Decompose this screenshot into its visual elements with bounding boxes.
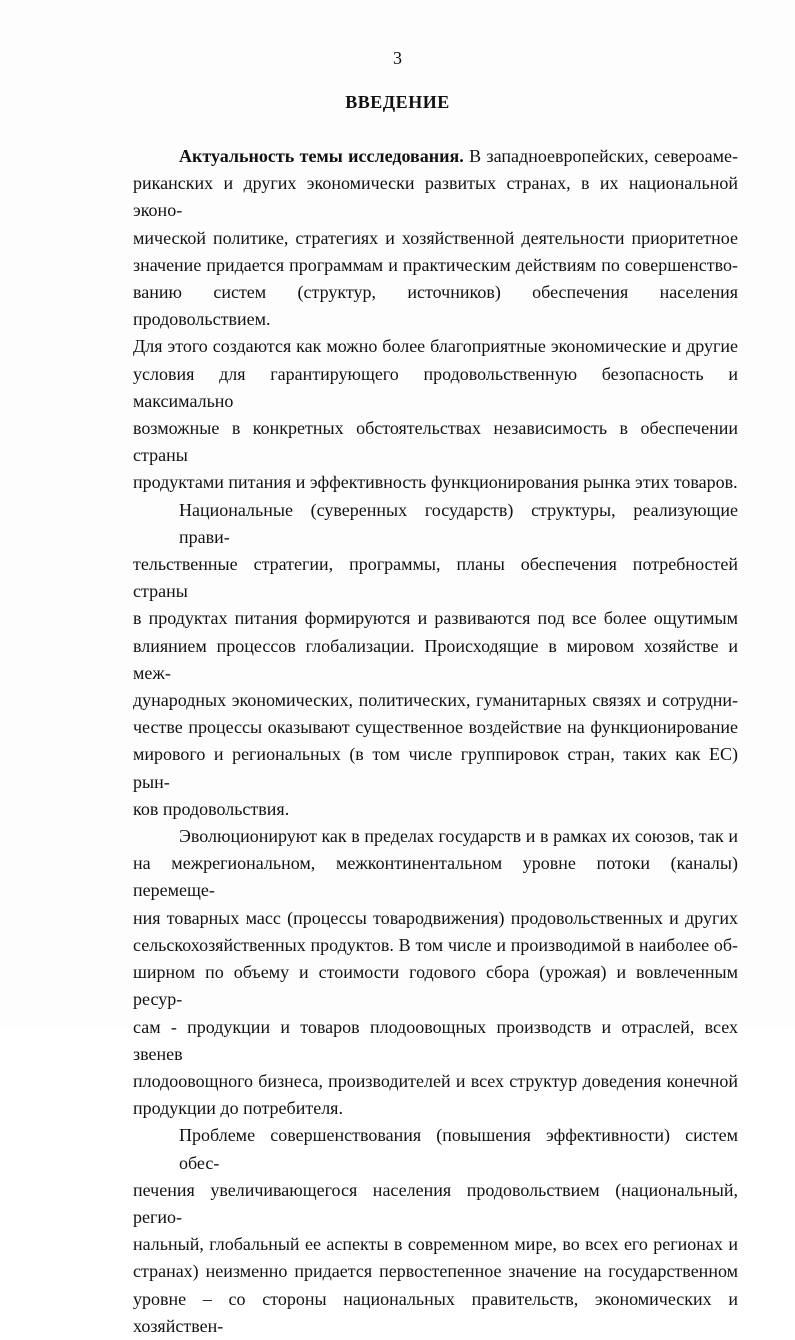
paragraph-line: сельскохозяйственных продуктов. В том числе и производимой в наиболее об- — [133, 934, 738, 955]
paragraph-1 — [133, 143, 738, 497]
body-text — [133, 143, 738, 1340]
paragraph-line: ния товарных масс (процессы товародвижения) продовольственных и других — [133, 907, 738, 928]
paragraph-line: нальный, глобальный ее аспекты в современном мире, во всех его регионах и — [133, 1234, 738, 1255]
paragraph-line: мирового и региональных (в том числе группировок стран, таких как ЕС) рын- — [133, 744, 738, 792]
paragraph-line: Национальные (суверенных государств) структуры, реализующие прави- — [179, 499, 738, 547]
page-number: 3 — [393, 48, 402, 68]
paragraph-line: Проблеме совершенствования (повышения эффективности) систем обес- — [179, 1125, 738, 1173]
page-heading: ВВЕДЕНИЕ — [345, 92, 450, 112]
paragraph-2 — [133, 497, 738, 823]
paragraph-line: мической политике, стратегиях и хозяйственной деятельности приоритетное — [133, 227, 738, 248]
paragraph-line: дународных экономических, политических, гуманитарных связях и сотрудни- — [133, 690, 738, 711]
paragraph-line: странах) неизменно придается первостепенное значение на государственном — [133, 1261, 738, 1282]
paragraph-line: Актуальность темы исследования. В западноевропейских, североаме- — [179, 146, 739, 166]
lead-phrase: Актуальность темы исследования. — [179, 146, 464, 166]
paragraph-line: плодоовощного бизнеса, производителей и всех структур доведения конечной — [133, 1070, 738, 1091]
paragraph-line: уровне – со стороны национальных правительств, экономических и хозяйствен- — [133, 1288, 738, 1336]
paragraph-line: на межрегиональном, межконтинентальном уровне потоки (каналы) перемеще- — [133, 853, 738, 901]
paragraph-line: Для этого создаются как можно более благоприятные экономические и другие — [133, 336, 738, 357]
paragraph-line: честве процессы оказывают существенное воздействие на функционирование — [133, 717, 738, 738]
paragraph-line: продукции до потребителя. — [133, 1098, 343, 1119]
paragraph-line: печения увеличивающегося населения продовольствием (национальный, регио- — [133, 1179, 738, 1227]
paragraph-line: сам - продукции и товаров плодоовощных производств и отраслей, всех звенев — [133, 1016, 738, 1064]
paragraph-line: условия для гарантирующего продовольственную безопасность и максимально — [133, 363, 738, 411]
paragraph-line: влиянием процессов глобализации. Происходящие в мировом хозяйстве и меж- — [133, 635, 738, 683]
paragraph-line: ширном по объему и стоимости годового сбора (урожая) и вовлеченным ресур- — [133, 962, 738, 1010]
paragraph-line: тельственные стратегии, программы, планы обеспечения потребностей страны — [133, 554, 738, 602]
paragraph-line: ванию систем (структур, источников) обеспечения населения продовольствием. — [133, 282, 738, 330]
paragraph-line: значение придается программам и практическим действиям по совершенство- — [133, 254, 738, 275]
paragraph-line: возможные в конкретных обстоятельствах независимость в обеспечении страны — [133, 418, 738, 466]
paragraph-line: в продуктах питания формируются и развиваются под все более ощутимым — [133, 608, 738, 629]
paragraph-3 — [133, 823, 738, 1122]
paragraph-line: ков продовольствия. — [133, 798, 290, 819]
paragraph-line: риканских и других экономически развитых странах, в их национальной эконо- — [133, 173, 738, 221]
paragraph-line: Эволюционируют как в пределах государств и в рамках их союзов, так и — [179, 826, 738, 847]
paragraph-line: продуктами питания и эффективность функционирования рынка этих товаров. — [133, 472, 738, 493]
paragraph-4 — [133, 1122, 738, 1340]
